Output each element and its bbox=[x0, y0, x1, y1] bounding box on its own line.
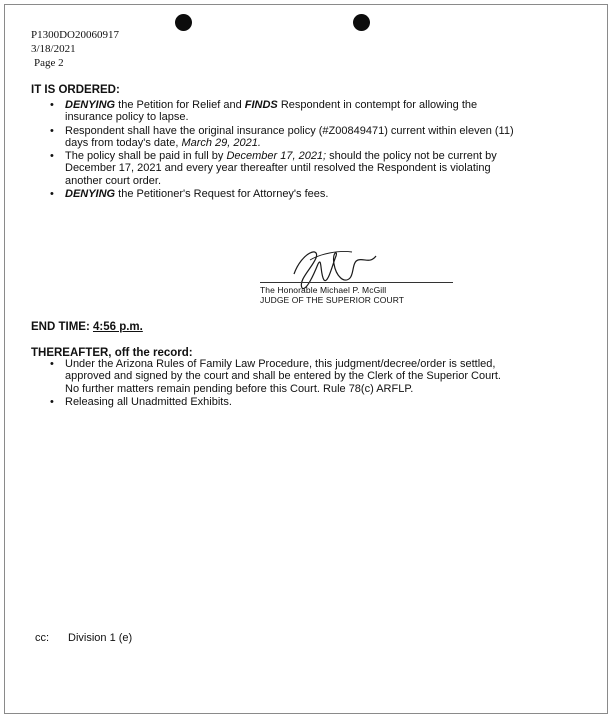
doc-id: P1300DO20060917 bbox=[31, 29, 120, 41]
doc-date: 3/18/2021 bbox=[31, 43, 76, 55]
judge-title: JUDGE OF THE SUPERIOR COURT bbox=[260, 295, 405, 305]
list-item: • Respondent shall have the original insurance policy (#Z00849471) current within eleven (11) days from today's date, March 29, 2021. bbox=[45, 125, 515, 150]
end-time-value: 4:56 p.m. bbox=[92, 321, 143, 333]
judge-name: The Honorable Michael P. McGill bbox=[260, 285, 387, 295]
list-item: • DENYING the Petitioner's Request for Attorney's fees. bbox=[45, 188, 515, 200]
punch-hole-left bbox=[175, 14, 192, 31]
thereafter-list bbox=[45, 358, 515, 409]
list-item: • The policy shall be paid in full by December 17, 2021; should the policy not be current by December 17, 2021 and every year thereafter until resolved the Respondent is violating another court order. bbox=[45, 150, 515, 187]
list-item: • Releasing all Unadmitted Exhibits. bbox=[45, 396, 515, 408]
thereafter-heading: THEREAFTER, off the record: bbox=[31, 347, 193, 359]
list-item: • DENYING the Petition for Relief and FINDS Respondent in contempt for allowing the insurance policy to lapse. bbox=[45, 99, 515, 124]
signature-line bbox=[260, 282, 453, 283]
cc-label: cc: bbox=[35, 632, 50, 644]
ordered-heading: IT IS ORDERED: bbox=[31, 84, 120, 96]
list-item: • Under the Arizona Rules of Family Law Procedure, this judgment/decree/order is settled, approved and signed by the court and shall be entered by the Clerk of the Superior Court. No further matters remain pending before this Court. Rule 78(c) ARFLP. bbox=[45, 358, 515, 395]
punch-hole-right bbox=[353, 14, 370, 31]
cc-value: Division 1 (e) bbox=[68, 632, 133, 644]
page-number: Page 2 bbox=[34, 57, 64, 69]
ordered-list bbox=[45, 99, 515, 201]
end-time: END TIME: 4:56 p.m. bbox=[31, 321, 143, 333]
